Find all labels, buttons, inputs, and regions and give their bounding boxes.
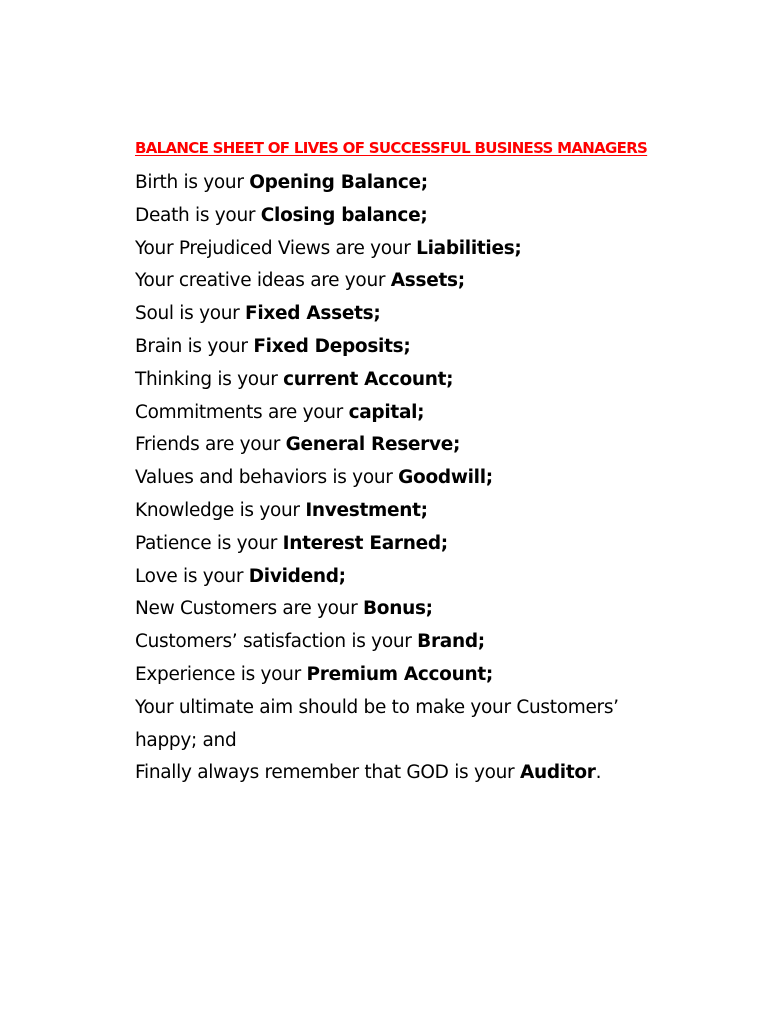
list-item <box>135 561 655 594</box>
line-text: Customers’ satisfaction is your <box>135 631 418 653</box>
statement-list <box>135 167 655 790</box>
line-bold-term: Goodwill; <box>398 467 493 489</box>
line-bold-term: General Reserve; <box>285 434 461 456</box>
line-text: Your creative ideas are your <box>135 270 391 292</box>
line-tail: . <box>595 762 602 784</box>
line-text: Death is your <box>135 204 261 226</box>
list-item <box>135 462 655 495</box>
list-item <box>135 167 655 200</box>
list-item <box>135 233 655 266</box>
list-item <box>135 757 655 790</box>
line-text: Commitments are your <box>135 401 349 423</box>
line-bold-term: Interest Earned; <box>282 532 448 554</box>
line-text: Soul is your <box>135 303 246 325</box>
list-item <box>135 298 655 331</box>
list-item <box>135 331 655 364</box>
line-text: Birth is your <box>135 172 250 193</box>
line-bold-term: Closing balance; <box>260 204 428 226</box>
line-text: Brain is your <box>135 335 254 357</box>
list-item <box>135 200 655 233</box>
list-item <box>135 397 655 430</box>
list-item <box>135 528 655 561</box>
line-bold-term: Premium Account; <box>306 663 493 685</box>
line-text: Friends are your <box>135 434 286 456</box>
line-text: Your ultimate aim should be to make your Customers’ happy; and <box>135 696 619 751</box>
line-text: Knowledge is your <box>135 499 306 521</box>
list-item <box>135 593 655 626</box>
line-bold-term: Opening Balance; <box>249 172 428 193</box>
line-bold-term: Liabilities; <box>416 237 522 259</box>
line-bold-term: Brand; <box>417 631 485 653</box>
line-text: Thinking is your <box>135 368 284 390</box>
list-item <box>135 692 645 758</box>
list-item <box>135 626 655 659</box>
line-bold-term: Fixed Deposits; <box>253 335 411 357</box>
document-title: BALANCE SHEET OF LIVES OF SUCCESSFUL BUSINESS MANAGERS <box>135 139 648 157</box>
line-bold-term: Auditor <box>519 762 596 784</box>
list-item <box>135 364 655 397</box>
line-bold-term: Dividend; <box>248 565 346 587</box>
line-text: Your Prejudiced Views are your <box>135 237 417 259</box>
line-bold-term: current Account; <box>283 368 454 390</box>
line-text: Values and behaviors is your <box>135 467 399 489</box>
line-bold-term: Assets; <box>390 270 465 292</box>
line-bold-term: capital; <box>348 401 425 423</box>
line-text: New Customers are your <box>135 598 363 620</box>
line-bold-term: Bonus; <box>363 598 433 620</box>
list-item <box>135 495 655 528</box>
list-item <box>135 429 655 462</box>
line-text: Finally always remember that GOD is your <box>135 762 520 784</box>
line-bold-term: Fixed Assets; <box>245 303 381 325</box>
line-text: Experience is your <box>135 663 307 685</box>
line-bold-term: Investment; <box>305 499 428 521</box>
list-item <box>135 659 655 692</box>
line-text: Love is your <box>135 565 249 587</box>
line-text: Patience is your <box>135 532 283 554</box>
list-item <box>135 265 655 298</box>
